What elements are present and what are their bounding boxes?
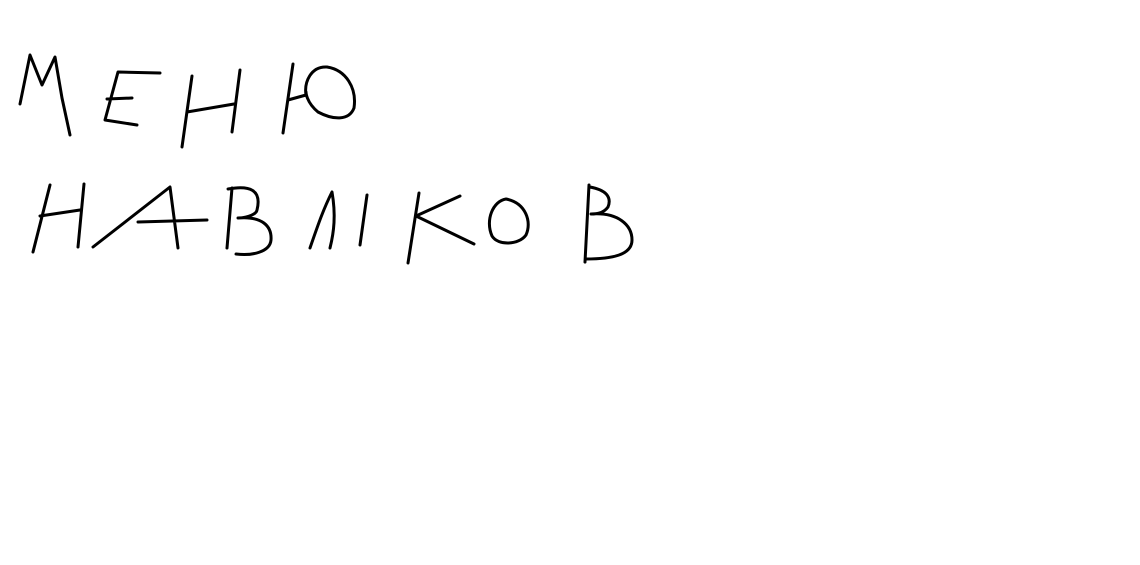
letter-v-2 bbox=[585, 185, 632, 262]
letter-o bbox=[489, 199, 528, 243]
letter-a bbox=[93, 187, 207, 248]
letter-v-1 bbox=[227, 188, 271, 255]
letter-n-2 bbox=[33, 184, 84, 252]
letter-k bbox=[408, 193, 474, 263]
letter-yery bbox=[310, 192, 367, 248]
